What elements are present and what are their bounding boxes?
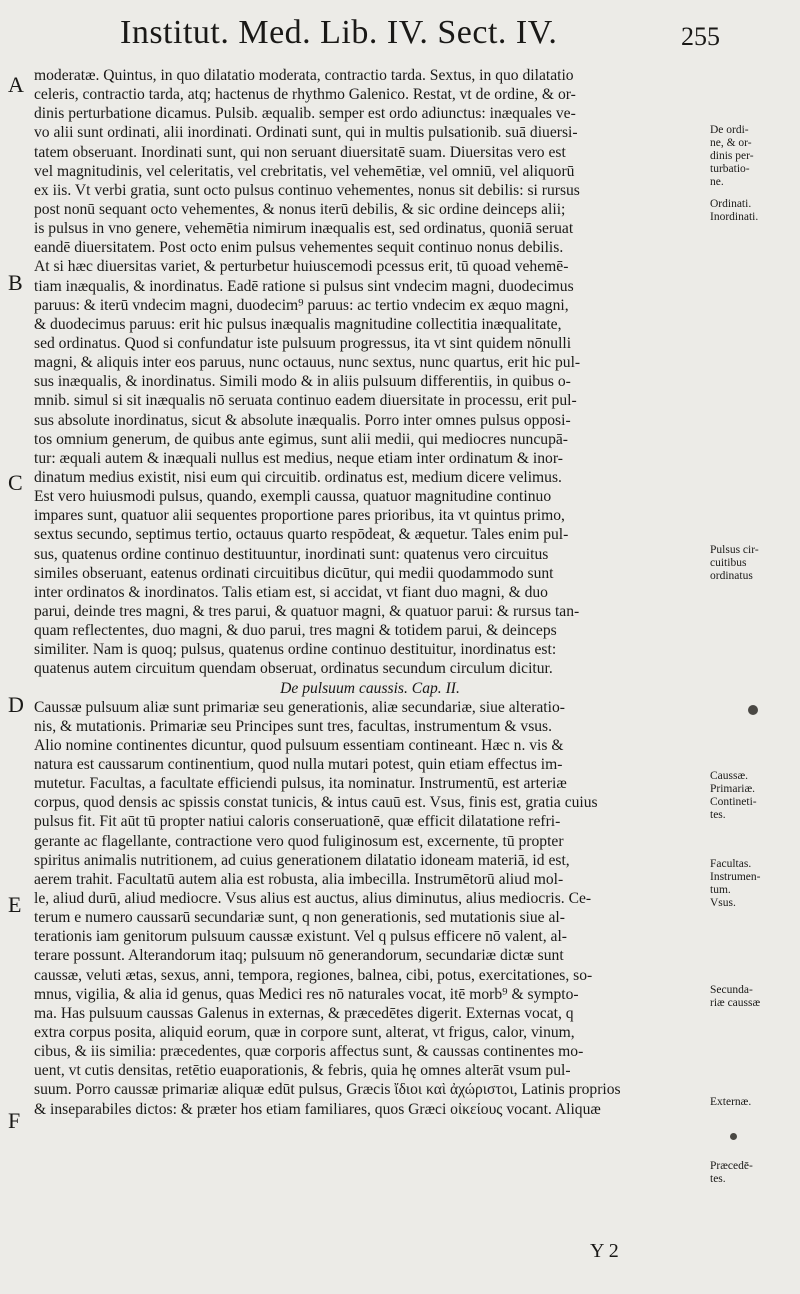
side-note-line: ordinatus [710, 570, 753, 582]
text-line: & duodecimus paruus: erit hic pulsus inæqualis magnitudine collectitia inæqualitate, [34, 315, 562, 333]
side-note-facultas [710, 858, 794, 910]
ink-spot [730, 1133, 737, 1140]
side-note-line: turbatio- [710, 163, 750, 175]
text-line: sus absolute inordinatus, sicut & absolute inæqualis. Porro inter omnes pulsus opposi- [34, 411, 571, 429]
text-line: nis, & mutationis. Primariæ seu Principes sunt tres, facultas, instrumentum & vsus. [34, 717, 553, 735]
side-note-line: Contineti- [710, 796, 757, 808]
margin-letter-f: F [8, 1108, 21, 1133]
text-line: is pulsus in vno genere, vehemētia nimirum inæqualis est, sed ordinatus, quoniā seruat [34, 220, 574, 238]
text-line: tur: æquali autem & inæquali nullus est medius, neque etiam inter ordinatum & inor- [34, 449, 563, 467]
chapter-heading: De pulsuum caussis. Cap. II. [280, 679, 460, 697]
text-line: moderatæ. Quintus, in quo dilatatio moderata, contractio tarda. Sextus, in quo dilatatio [34, 67, 574, 84]
side-note-line: Pulsus cir- [710, 544, 759, 556]
text-line: post nonū sequant octo vehementes, & nonus iterū debilis, & sic ordine deinceps alii; [34, 200, 566, 218]
text-line: parui, deinde tres magni, & tres parui, & quatuor magni, & quatuor parui: & rursus tan- [34, 602, 580, 620]
text-line: At si hæc diuersitas variet, & perturbetur huiuscemodi pcessus erit, tū quoad vehemē- [34, 258, 569, 276]
text-line: quam reflectentes, duo magni, & duo parui, tres magni & totidem parui, & deinceps [34, 622, 557, 640]
side-note-line: ne. [710, 176, 724, 188]
side-note-secundariae [710, 984, 794, 1010]
body-text [34, 66, 706, 1119]
side-note-caussae [710, 770, 794, 822]
side-note-line: cuitibus [710, 557, 747, 569]
margin-letter-c: C [8, 470, 23, 495]
side-note-line: De ordi- [710, 124, 749, 136]
text-line: natura est caussarum continentium, quod nulla mutari potest, quin etiam effectus im- [34, 756, 563, 774]
text-line: mutetur. Facultas, a facultate efficiendi pulsus, ita nominatur. Instrumentū, est arteriæ [34, 775, 567, 793]
signature-mark: Y 2 [590, 1240, 619, 1262]
text-line: aerem trahit. Facultatū autem alia est robusta, alia imbecilla. Instrumētorū aliud mol- [34, 870, 564, 888]
page-header [100, 14, 720, 64]
text-line: tiam inæqualis, & inordinatus. Eadē ratione si pulsus sint vndecim magni, duodecimus [34, 277, 574, 295]
side-note-ordine [710, 124, 794, 189]
side-note-line: Instrumen- [710, 871, 761, 883]
text-line: sus inæqualis, & inordinatus. Simili modo & in aliis pulsuum differentiis, in quibus o- [34, 373, 571, 391]
text-line: tos omnium generum, de quibus ante egimus, sunt alii medii, qui mediocres nuncupā- [34, 430, 568, 448]
text-line: similiter. Nam is quoq; pulsus, quatenus ordine continuo destituitur, inordinatus est: [34, 641, 557, 659]
text-line: quatenus autem circuitum quendam obseruat, ordinatus secundum circulum dicitur. [34, 660, 553, 678]
side-note-line: Primariæ. [710, 783, 756, 795]
side-note-circuitibus [710, 544, 794, 583]
side-note-line: Facultas. [710, 858, 752, 870]
text-line: ex iis. Vt verbi gratia, sunt octo pulsus continuo vehementes, nonus sit debilis: si rursus [34, 181, 580, 199]
text-line: Est vero huiusmodi pulsus, quando, exempli caussa, quatuor magnitudine continuo [34, 488, 552, 506]
text-line: spiritus animalis nutritionem, ad cuius generationem dilatatio idoneam materiā, id est, [34, 851, 570, 869]
side-note-line: tum. [710, 884, 731, 896]
side-note-line: Ordinati. [710, 198, 752, 210]
side-note-externae [710, 1096, 794, 1109]
side-note-line: tes. [710, 809, 726, 821]
text-line: ma. Has pulsuum caussas Galenus in externas, & præcedētes digerit. Externas vocat, q [34, 1004, 574, 1022]
side-note-line: Vsus. [710, 897, 736, 909]
side-note-line: Inordinati. [710, 211, 759, 223]
text-line: gerante ac flagellante, contractione vero quod fuliginosum est, excernente, tū propter [34, 832, 564, 850]
text-line: le, aliud durū, aliud mediocre. Vsus alius est auctus, alius diminutus, alius mediocris. Ce- [34, 890, 592, 908]
text-line: uent, vt cutis densitas, retētio euaporationis, & febris, quia hę omnes alterāt vsum pul- [34, 1062, 571, 1080]
text-line: extra corpus posita, aliquid eorum, quæ in corpore sunt, alterat, vt frigus, calor, vinum, [34, 1024, 575, 1042]
margin-letter-a: A [8, 72, 24, 97]
text-line: Alio nomine continentes dicuntur, quod pulsuum essentiam contineant. Hæc n. vis & [34, 736, 564, 754]
side-note-ordinati [710, 198, 794, 224]
margin-letter-b: B [8, 270, 23, 295]
text-line: impares sunt, quatuor alii sequentes proportione pares prioribus, ita vt quintus primo, [34, 507, 565, 525]
text-line: inter ordinatos & inordinatos. Talis etiam est, si accidat, vt fiant duo magni, & duo [34, 583, 548, 601]
text-line: sed ordinatus. Quod si confundatur iste pulsuum progressus, ita vt sint quidem nōnulli [34, 334, 572, 352]
page-number: 255 [681, 22, 720, 51]
side-note-line: ne, & or- [710, 137, 752, 149]
running-head: Institut. Med. Lib. IV. Sect. IV. [120, 14, 558, 51]
text-line: sus, quatenus ordine continuo destituuntur, inordinati sunt: quatenus vero circuitus [34, 545, 549, 563]
side-note-praecedentes [710, 1160, 794, 1186]
side-note-line: tes. [710, 1173, 726, 1185]
text-line: Caussæ pulsuum aliæ sunt primariæ seu generationis, aliæ secundariæ, siue alteratio- [34, 698, 565, 716]
text-line: pulsus fit. Fit aūt tū propter natiui caloris conseruationē, quæ efficit dilatatione refri- [34, 813, 561, 831]
text-line: eandē diuersitatem. Post octo enim pulsus vehementes sequit continuo nonus debilis. [34, 239, 564, 257]
text-line: corpus, quod densis ac spissis constat tunicis, & intus cauū est. Vsus, finis est, gratia cuius [34, 794, 598, 812]
ink-spot [748, 705, 758, 715]
text-line: cibus, & iis similia: præcedentes, quæ corporis affectus sunt, & caussas continentes mo- [34, 1043, 584, 1061]
side-note-line: riæ caussæ [710, 997, 761, 1009]
text-line: mnus, vigilia, & alia id genus, quas Medici res nō naturales vocat, itē morb⁹ & sympto- [34, 985, 579, 1003]
text-line: sextus secundo, septimus tertio, octauus quarto respōdeat, & æquetur. Tales enim pul- [34, 526, 569, 544]
side-note-line: Præcedē- [710, 1160, 753, 1172]
text-line: caussæ, veluti ætas, sexus, anni, tempora, regiones, balnea, cibi, potus, exercitationes, so- [34, 966, 593, 984]
text-line: mnib. simul si sit inæqualis nō seruata continuo eadem diuersitate in processu, erit pul- [34, 392, 577, 410]
text-line: terationis iam genitorum pulsuum caussæ existunt. Vel q pulsus efficere nō valent, al- [34, 928, 567, 946]
text-line: magni, & aliquis inter eos paruus, nunc octauus, nunc sextus, nunc quartus, erit hic pul- [34, 354, 581, 372]
side-note-line: Externæ. [710, 1096, 752, 1108]
text-line: paruus: & iterū vndecim magni, duodecim⁹ paruus: ac tertio vndecim ex æquo magni, [34, 296, 569, 314]
text-line: vo alii sunt ordinati, alii inordinati. Ordinati sunt, qui in multis pulsationib. suā diuersi- [34, 124, 578, 142]
text-line: celeris, contractio tarda, atq; hactenus de rhythmo Galenico. Restat, vt de ordine, & or- [34, 86, 576, 104]
text-line: vel magnitudinis, vel celeritatis, vel crebritatis, vel vehemētiæ, vel omniū, vel aliquorū [34, 162, 575, 180]
text-line: similes obseruant, eatenus ordinati circuitibus dicūtur, qui medii quodammodo sunt [34, 564, 554, 582]
text-line: suum. Porro caussæ primariæ aliquæ edūt pulsus, Græcis ἴδιοι καὶ ἀχώριστοι, Latinis proprios [34, 1081, 621, 1099]
margin-letter-d: D [8, 692, 24, 717]
side-note-line: Caussæ. [710, 770, 749, 782]
text-line: dinis perturbatione dicamus. Pulsib. æqualib. semper est ordo adiunctus: inæquales ve- [34, 105, 576, 123]
text-line: terare possunt. Alterandorum itaq; pulsuum nō generandorum, secundariæ dictæ sunt [34, 947, 564, 965]
text-line: terum e numero caussarū secundariæ sunt, q non generationis, sed mutationis siue al- [34, 909, 565, 927]
text-line: & inseparabiles dictos: & præter hos etiam familiares, quos Græci οἰκείους vocant. Aliquæ [34, 1100, 601, 1118]
side-note-line: dinis per- [710, 150, 754, 162]
text-line: tatem obseruant. Inordinati sunt, qui non seruant diuersitatē suam. Diuersitas vero est [34, 143, 566, 161]
side-note-line: Secunda- [710, 984, 753, 996]
margin-letter-e: E [8, 892, 22, 917]
text-line: dinatum medius existit, nisi eum qui circuitib. ordinatus est, medium dicere velimus. [34, 468, 562, 486]
